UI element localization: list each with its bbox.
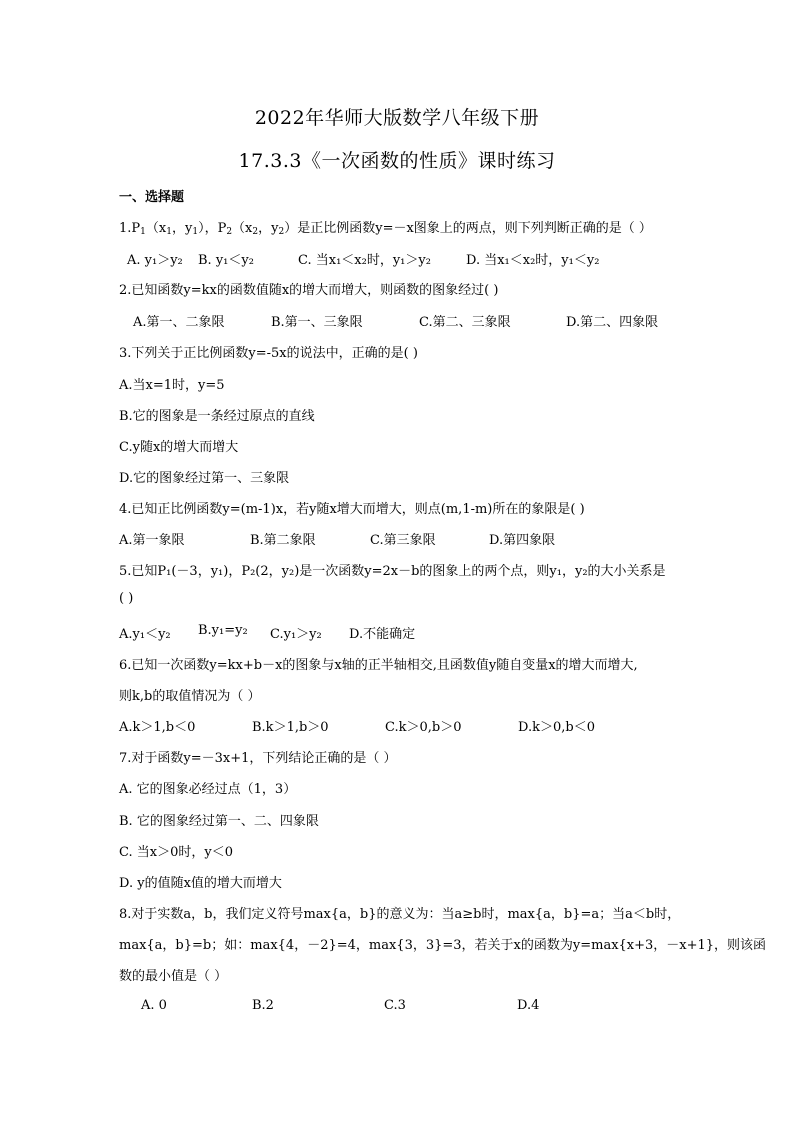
question-1-stem: $1.P_1(x_1$，$y_1$），$P_2(x_2$，$y_2$）是正比例函数y=－x图象上的两点，则下列判断正确的是（ ） bbox=[119, 221, 652, 237]
question-2-option-b: B.第一、三象限 bbox=[271, 315, 363, 330]
question-8-stem: 8.对于实数a，b，我们定义符号max{a，b}的意义为：当a≥b时，max{a，b}=a；当a＜b时， bbox=[119, 907, 681, 922]
question-8-stem-cont2: 数的最小值是（ ） bbox=[119, 969, 228, 984]
question-6-stem: 6.已知一次函数y=kx+b－x的图象与x轴的正半轴相交,且函数值y随自变量x的增大而增大, bbox=[119, 658, 638, 673]
question-2-stem: 2.已知函数y=kx的函数值随x的增大而增大，则函数的图象经过( ) bbox=[119, 283, 499, 298]
question-2-option-c: C.第二、三象限 bbox=[419, 315, 511, 330]
document-title: 2022年华师大版数学八年级下册 bbox=[254, 107, 540, 129]
question-5-option-d: D.不能确定 bbox=[349, 627, 416, 642]
question-4-option-b: B.第二象限 bbox=[250, 533, 316, 548]
question-8-option-c: C.3 bbox=[384, 998, 406, 1013]
question-3-option-c: C.y随x的增大而增大 bbox=[119, 440, 239, 455]
question-7-option-c: C. 当x＞0时，y＜0 bbox=[119, 845, 233, 860]
question-5-stem-cont: ( ) bbox=[119, 591, 134, 606]
question-7-option-d: D. y的值随x值的增大而增大 bbox=[119, 876, 282, 891]
question-4-stem: 4.已知正比例函数y=(m-1)x，若y随x增大而增大，则点(m,1-m)所在的象限是( ) bbox=[119, 502, 585, 517]
question-7-stem: 7.对于函数y=－3x+1，下列结论正确的是（ ） bbox=[119, 751, 397, 766]
question-5-option-c: C.y₁＞y₂ bbox=[270, 627, 322, 642]
question-1-option-c: C. 当x₁＜x₂时，y₁＞y₂ bbox=[298, 253, 431, 268]
question-2-option-a: A.第一、二象限 bbox=[133, 315, 225, 330]
question-6-option-a: A.k＞1,b＜0 bbox=[119, 720, 196, 735]
question-1-option-b: B. y₁＜y₂ bbox=[198, 253, 254, 268]
question-5-option-b: B.y₁=y₂ bbox=[198, 623, 248, 638]
document-subtitle: 17.3.3《一次函数的性质》课时练习 bbox=[238, 150, 556, 172]
question-7-option-b: B. 它的图象经过第一、二、四象限 bbox=[119, 814, 319, 829]
question-6-option-b: B.k＞1,b＞0 bbox=[252, 720, 329, 735]
question-8-option-d: D.4 bbox=[517, 998, 540, 1013]
question-8-option-b: B.2 bbox=[252, 998, 274, 1013]
question-7-option-a: A. 它的图象必经过点（1，3） bbox=[119, 782, 297, 797]
question-6-stem-cont: 则k,b的取值情况为（ ） bbox=[119, 689, 261, 704]
question-1-option-a: A. y₁＞y₂ bbox=[127, 253, 183, 268]
question-3-option-d: D.它的图象经过第一、三象限 bbox=[119, 471, 290, 486]
question-8-stem-cont: max{a，b}=b；如：max{4，－2}=4，max{3，3}=3，若关于x的函数为y=max{x+3，－x+1}，则该函 bbox=[119, 938, 767, 953]
question-6-option-c: C.k＞0,b＞0 bbox=[385, 720, 462, 735]
question-8-option-a: A. 0 bbox=[141, 998, 167, 1013]
question-5-option-a: A.y₁＜y₂ bbox=[119, 627, 171, 642]
question-4-option-c: C.第三象限 bbox=[370, 533, 436, 548]
question-4-option-a: A.第一象限 bbox=[119, 533, 185, 548]
question-3-option-b: B.它的图象是一条经过原点的直线 bbox=[119, 409, 315, 424]
question-1-option-d: D. 当x₁＜x₂时，y₁＜y₂ bbox=[466, 253, 600, 268]
question-6-option-d: D.k＞0,b＜0 bbox=[518, 720, 595, 735]
question-3-option-a: A.当x=1时，y=5 bbox=[119, 378, 225, 393]
question-5-stem: 5.已知P₁(－3，y₁)，P₂(2，y₂)是一次函数y=2x－b的图象上的两个点，则y₁，y₂的大小关系是 bbox=[119, 564, 666, 579]
question-4-option-d: D.第四象限 bbox=[489, 533, 556, 548]
section-heading: 一、选择题 bbox=[119, 190, 185, 205]
question-2-option-d: D.第二、四象限 bbox=[566, 315, 659, 330]
question-3-stem: 3.下列关于正比例函数y=-5x的说法中，正确的是( ) bbox=[119, 346, 418, 361]
